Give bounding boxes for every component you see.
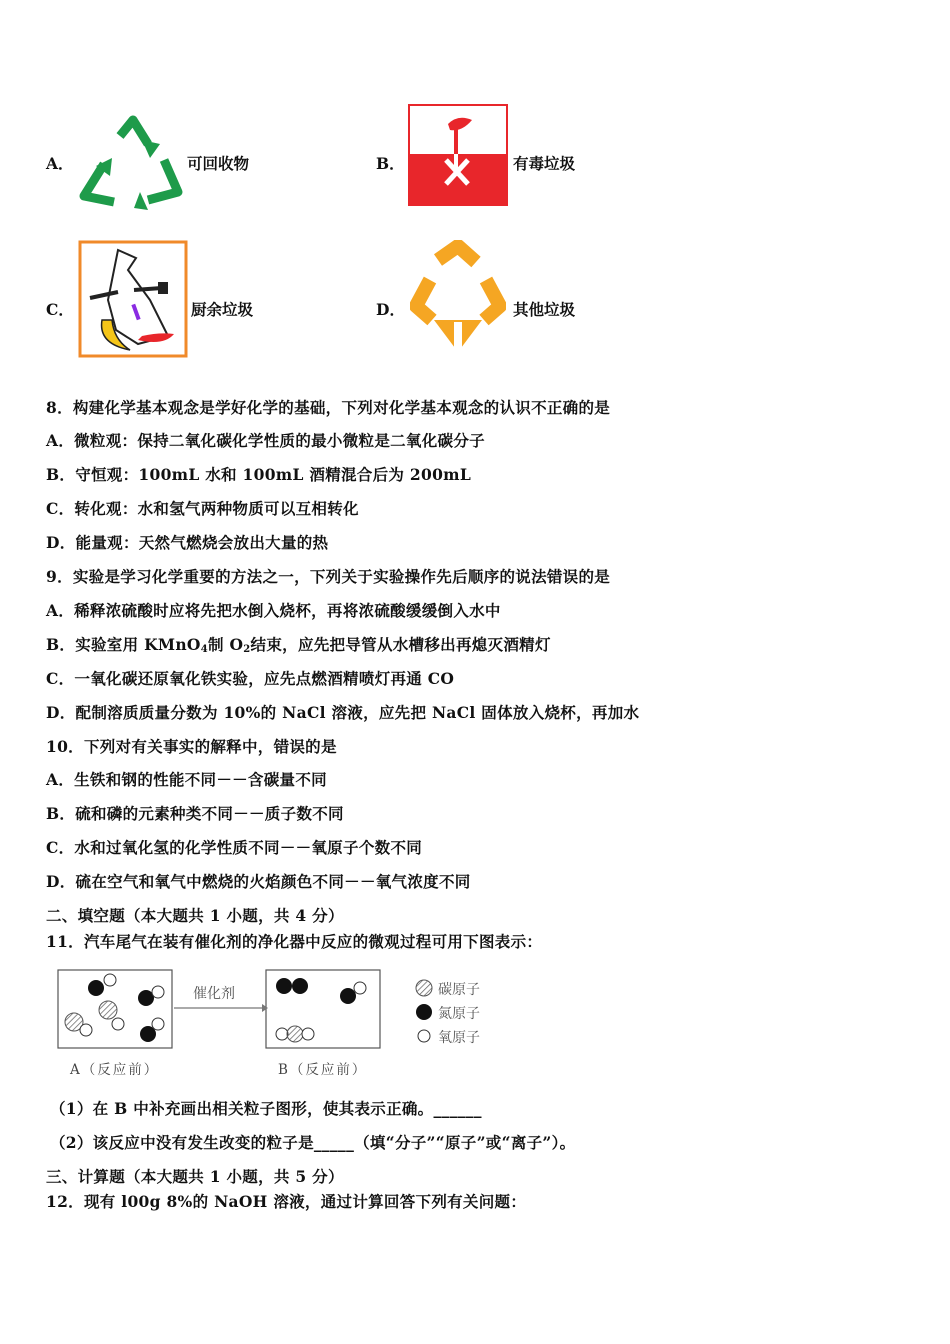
toxic-waste-icon: [408, 104, 508, 206]
arrow-label: 催化剂: [193, 986, 235, 1002]
option-b-letter: B．: [376, 154, 405, 173]
other-waste-icon: [410, 240, 506, 358]
q8-option-d: D．能量观：天然气燃烧会放出大量的热: [46, 533, 329, 552]
q10-option-a: A．生铁和钢的性能不同－－含碳量不同: [46, 770, 327, 789]
q8-stem: 8．构建化学基本观念是学好化学的基础，下列对化学基本观念的认识不正确的是: [46, 398, 611, 417]
q10-stem: 10．下列对有关事实的解释中，错误的是: [46, 737, 337, 756]
caption-b: B（反应前）: [278, 1062, 368, 1078]
option-b-label: 有毒垃圾: [513, 154, 576, 173]
legend-carbon: 碳原子: [438, 982, 480, 998]
option-c-label: 厨余垃圾: [191, 300, 254, 319]
q8-option-a: A．微粒观：保持二氧化碳化学性质的最小微粒是二氧化碳分子: [46, 431, 485, 450]
q8-option-c: C．转化观：水和氢气两种物质可以互相转化: [46, 499, 359, 518]
section-2-heading: 二、填空题（本大题共 1 小题，共 4 分）: [46, 906, 344, 925]
q11-sub1: （1）在 B 中补充画出相关粒子图形，使其表示正确。______: [50, 1099, 482, 1118]
q10-option-c: C．水和过氧化氢的化学性质不同－－氧原子个数不同: [46, 838, 423, 857]
q9-option-b-part3: 结束，应先把导管从水槽移出再熄灭酒精灯: [250, 635, 551, 654]
legend-nitrogen: 氮原子: [438, 1006, 480, 1022]
recycle-icon: [78, 114, 184, 212]
q9-option-b: [46, 633, 551, 655]
q11-stem: 11．汽车尾气在装有催化剂的净化器中反应的微观过程可用下图表示：: [46, 932, 543, 951]
q9-option-c: C．一氧化碳还原氧化铁实验，应先点燃酒精喷灯再通 CO: [46, 669, 455, 688]
q12-stem: 12．现有 l00g 8%的 NaOH 溶液，通过计算回答下列有关问题：: [46, 1192, 527, 1211]
option-a-label: 可回收物: [187, 154, 250, 173]
q11-sub2: （2）该反应中没有发生改变的粒子是_____（填“分子”“原子”或“离子”）。: [50, 1133, 576, 1152]
q10-option-d: D．硫在空气和氧气中燃烧的火焰颜色不同－－氧气浓度不同: [46, 872, 471, 891]
q9-option-b-sub2: 2: [243, 644, 251, 655]
legend-oxygen: 氧原子: [438, 1030, 480, 1046]
q9-option-a: A．稀释浓硫酸时应将先把水倒入烧杯，再将浓硫酸缓缓倒入水中: [46, 601, 501, 620]
option-a-letter: A．: [46, 154, 74, 173]
q9-stem: 9．实验是学习化学重要的方法之一，下列关于实验操作先后顺序的说法错误的是: [46, 567, 611, 586]
option-d-letter: D．: [376, 300, 405, 319]
q9-option-d: D．配制溶质质量分数为 10%的 NaCl 溶液，应先把 NaCl 固体放入烧杯，再加水: [46, 703, 640, 722]
section-3-heading: 三、计算题（本大题共 1 小题，共 5 分）: [46, 1167, 344, 1186]
q8-option-b: B．守恒观：100mL 水和 100mL 酒精混合后为 200mL: [46, 465, 472, 484]
option-d-label: 其他垃圾: [513, 300, 576, 319]
option-c-letter: C．: [46, 300, 74, 319]
q9-option-b-part2: 制 O: [207, 635, 244, 654]
q9-option-b-sub1: 4: [200, 644, 208, 655]
caption-a: A（反应前）: [70, 1062, 160, 1078]
q9-option-b-part1: B．实验室用 KMnO: [46, 635, 201, 654]
q10-option-b: B．硫和磷的元素种类不同－－质子数不同: [46, 804, 344, 823]
kitchen-waste-icon: [78, 240, 188, 358]
